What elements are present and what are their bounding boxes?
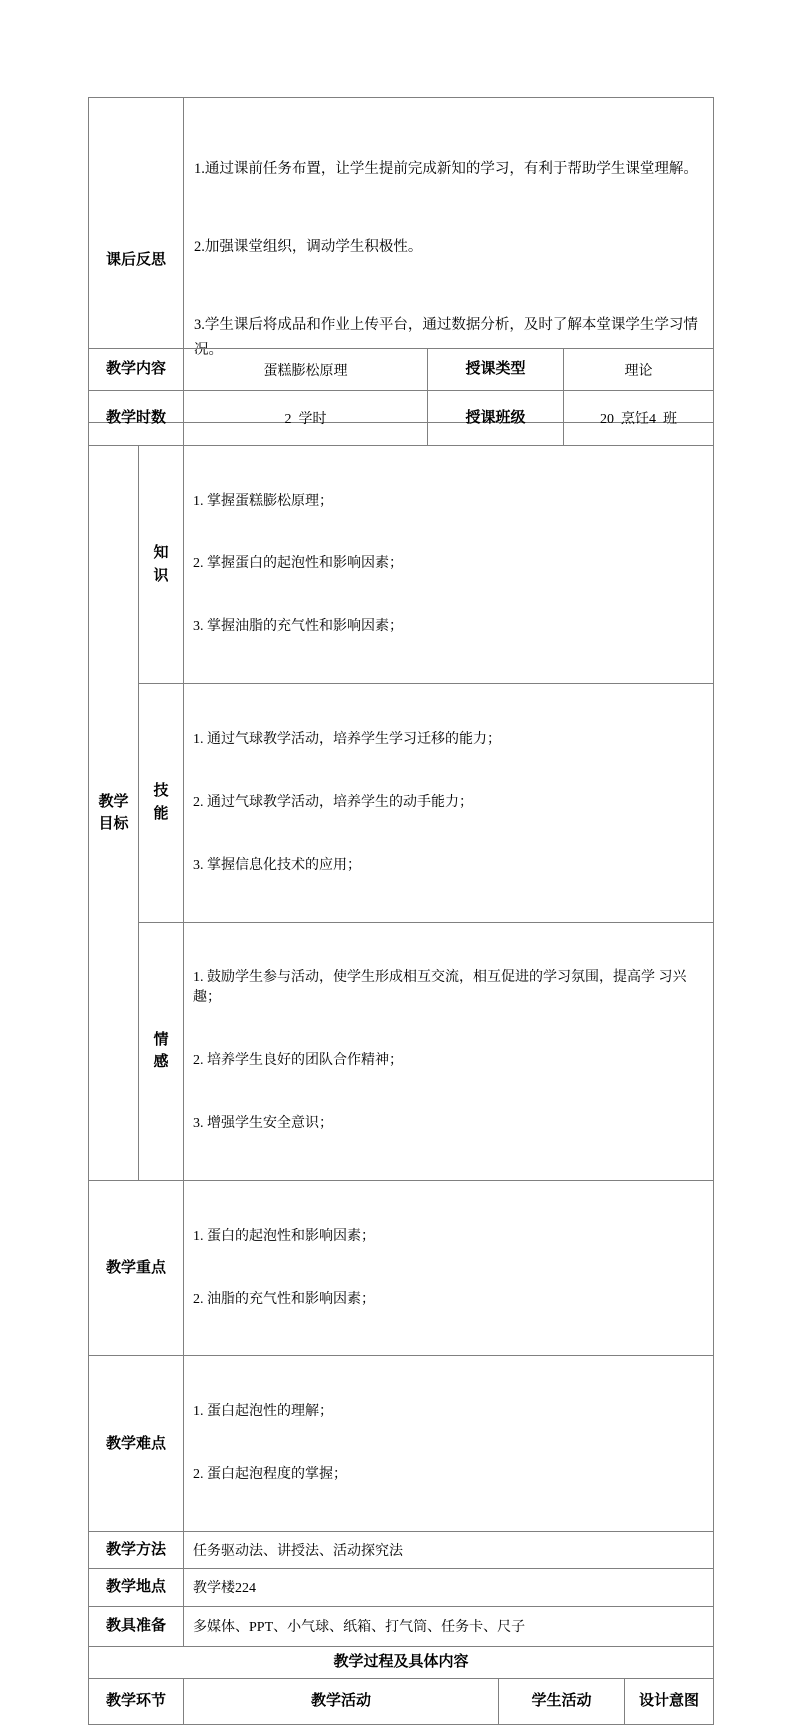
teaching-content-label: 教学内容 xyxy=(89,349,184,391)
process-col-design-intent: 设计意图 xyxy=(625,1678,714,1724)
list-item: 1. 鼓励学生参与活动，使学生形成相互交流，相互促进的学习氛围，提高学 习兴趣； xyxy=(193,970,687,1006)
skills-label xyxy=(139,684,184,922)
teaching-content-value: 蛋糕膨松原理 xyxy=(184,349,428,391)
row-process-header xyxy=(89,1678,714,1724)
emotion-content xyxy=(184,922,714,1181)
skills-label-text: 技能 xyxy=(153,782,169,822)
class-type-value: 理论 xyxy=(564,349,714,391)
emotion-label xyxy=(139,922,184,1181)
process-col-teacher-activity: 教学活动 xyxy=(184,1678,499,1724)
list-item: 2. 油脂的充气性和影响因素； xyxy=(193,1291,376,1307)
location-label: 教学地点 xyxy=(89,1568,184,1606)
objectives-label xyxy=(89,446,139,1181)
list-item: 3. 掌握油脂的充气性和影响因素； xyxy=(193,619,404,635)
row-objectives-emotion xyxy=(89,922,714,1181)
row-difficulties xyxy=(89,1356,714,1531)
reflection-item-2: 2.加强课堂组织，调动学生积极性。 xyxy=(194,239,423,256)
skills-content xyxy=(184,684,714,922)
row-objectives-skills xyxy=(89,684,714,922)
list-item: 3. 增强学生安全意识； xyxy=(193,1116,334,1132)
row-process-title xyxy=(89,1646,714,1678)
list-item: 2. 蛋白起泡程度的掌握； xyxy=(193,1466,348,1482)
list-item: 2. 培养学生良好的团队合作精神； xyxy=(193,1053,404,1069)
difficulties-label: 教学难点 xyxy=(89,1356,184,1531)
class-type-label: 授课类型 xyxy=(428,349,564,391)
row-key-points xyxy=(89,1181,714,1356)
process-title: 教学过程及具体内容 xyxy=(89,1646,714,1678)
methods-label: 教学方法 xyxy=(89,1531,184,1568)
materials-label: 教具准备 xyxy=(89,1606,184,1646)
teaching-hours-label: 教学时数 xyxy=(89,391,184,446)
row-hours-class xyxy=(89,391,714,446)
methods-value: 任务驱动法、讲授法、活动探究法 xyxy=(184,1531,714,1568)
list-item: 2. 掌握蛋白的起泡性和影响因素； xyxy=(193,556,404,572)
teaching-class-value: 20 烹饪4 班 xyxy=(564,391,714,446)
list-item: 1. 蛋白起泡性的理解； xyxy=(193,1404,334,1420)
row-objectives-knowledge xyxy=(89,446,714,684)
reflection-item-3: 3.学生课后将成品和作业上传平台，通过数据分析，及时了解本堂课学生学习情况。 xyxy=(194,317,698,358)
list-item: 1. 蛋白的起泡性和影响因素； xyxy=(193,1228,376,1244)
emotion-label-text: 情感 xyxy=(153,1030,169,1071)
list-item: 1. 掌握蛋糕膨松原理； xyxy=(193,493,334,509)
knowledge-content xyxy=(184,446,714,684)
process-col-stage: 教学环节 xyxy=(89,1678,184,1724)
teaching-hours-value: 2 学时 xyxy=(184,391,428,446)
list-item: 2. 通过气球教学活动，培养学生的动手能力； xyxy=(193,794,474,810)
key-points-content xyxy=(184,1181,714,1356)
row-content-type xyxy=(89,349,714,391)
knowledge-label xyxy=(139,446,184,684)
materials-value: 多媒体、PPT、小气球、纸箱、打气筒、任务卡、尺子 xyxy=(184,1606,714,1646)
knowledge-label-text: 知识 xyxy=(153,544,169,584)
reflection-label: 课后反思 xyxy=(89,98,184,423)
lesson-plan-table xyxy=(88,348,714,1725)
objectives-label-text: 教学目标 xyxy=(98,792,129,833)
process-col-student-activity: 学生活动 xyxy=(499,1678,625,1724)
row-location xyxy=(89,1568,714,1606)
key-points-label: 教学重点 xyxy=(89,1181,184,1356)
row-methods xyxy=(89,1531,714,1568)
list-item: 1. 通过气球教学活动，培养学生学习迁移的能力； xyxy=(193,731,502,747)
row-materials xyxy=(89,1606,714,1646)
reflection-item-1: 1.通过课前任务布置，让学生提前完成新知的学习，有利于帮助学生课堂理解。 xyxy=(194,161,698,178)
location-value: 教学楼224 xyxy=(184,1568,714,1606)
list-item: 3. 掌握信息化技术的应用； xyxy=(193,857,362,873)
teaching-class-label: 授课班级 xyxy=(428,391,564,446)
difficulties-content xyxy=(184,1356,714,1531)
